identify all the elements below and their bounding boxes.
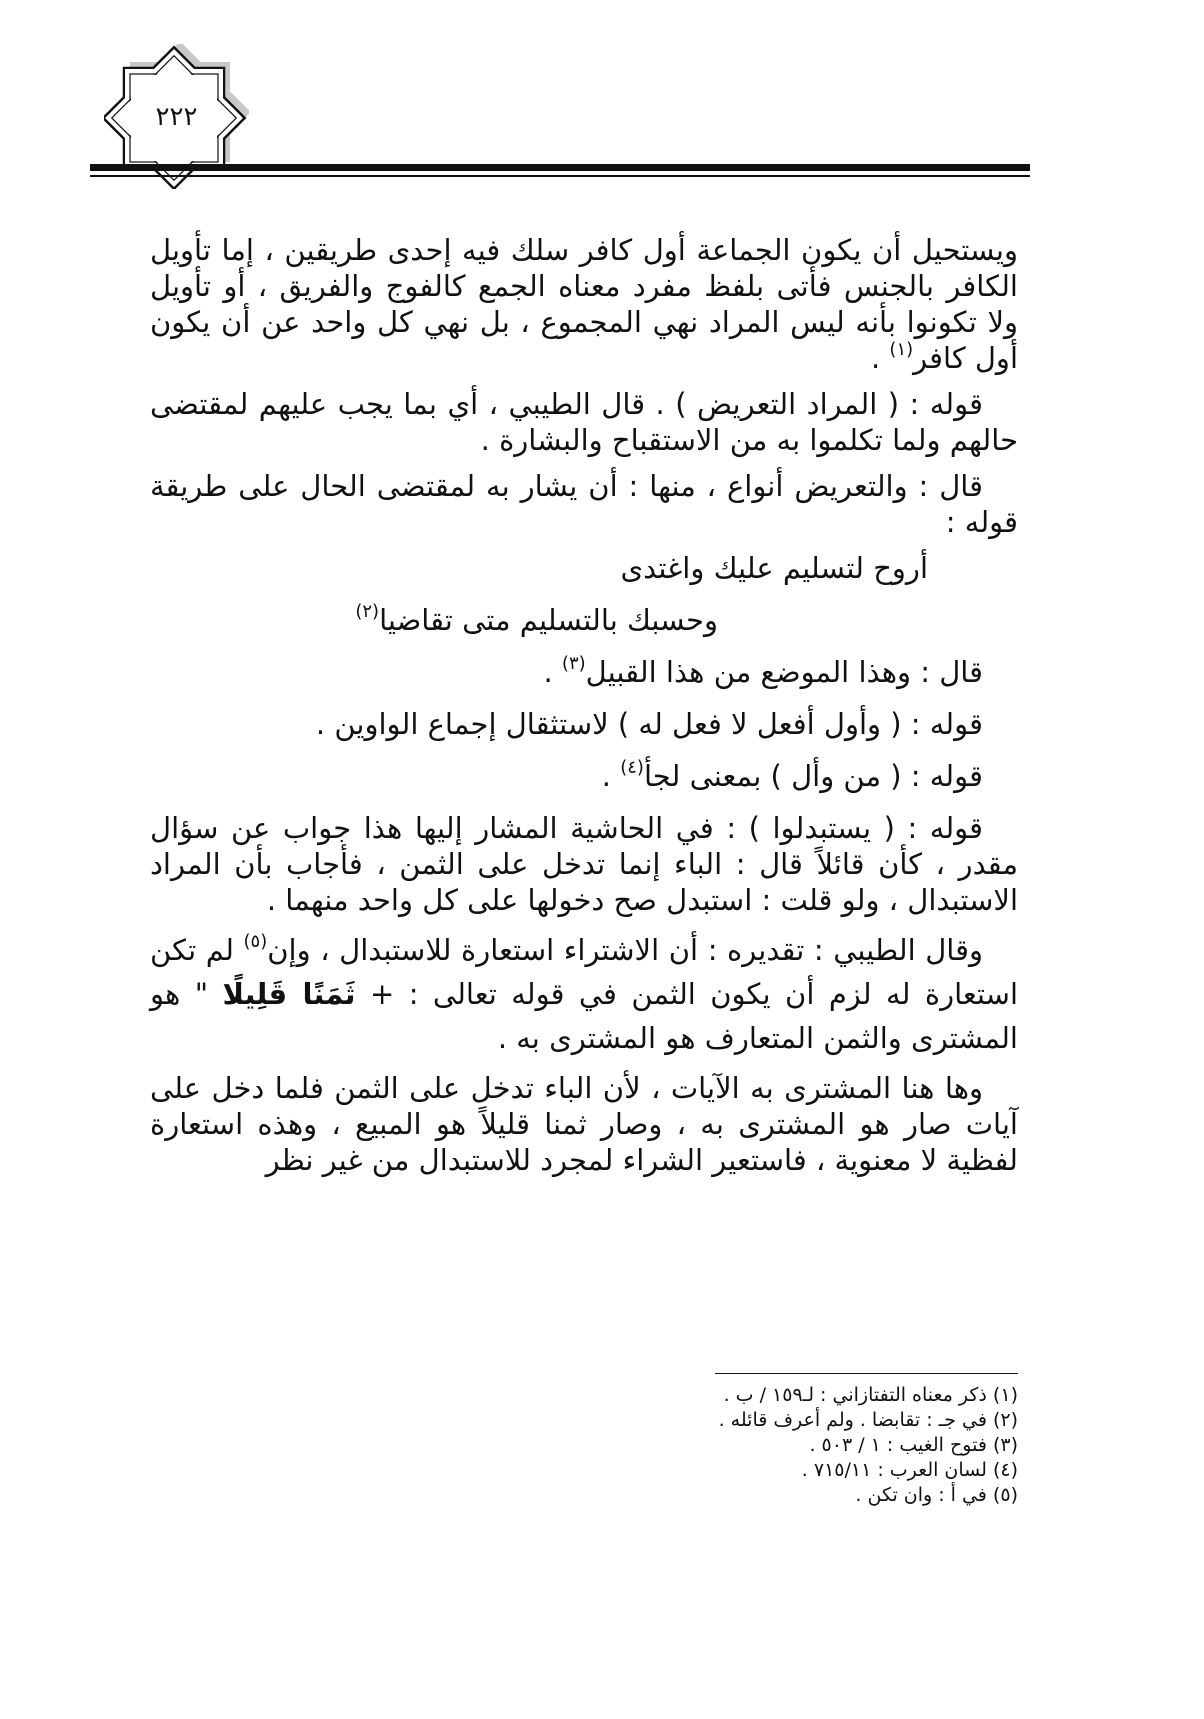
header-rule-thick — [90, 164, 1030, 171]
quran-quote: ثَمَنًا قَلِيلًا — [222, 977, 356, 1011]
footnote-4: (٤) لسان العرب : ٧١٥/١١ . — [801, 1459, 1018, 1481]
footnote-ref-5: (٥) — [243, 931, 268, 953]
footnote-5: (٥) في أ : وان تكن . — [855, 1484, 1018, 1506]
footnote-2: (٢) في جـ : تقابضا . ولم أعرف قائله . — [718, 1409, 1018, 1431]
paragraph-6-end: . — [601, 759, 621, 793]
paragraph-4 — [150, 654, 1018, 690]
paragraph-8-text-b: لم تكن استعارة له لزم أن يكون الثمن في قوله تعالى : + — [150, 933, 1019, 1011]
footnote-1: (١) ذكر معناه التفتازاني : لـ١٥٩ / ب . — [723, 1384, 1018, 1406]
paragraph-1-end: . — [870, 341, 890, 375]
footnote-3: (٣) فتوح الغيب : ١ / ٥٠٣ . — [809, 1434, 1018, 1456]
paragraph-6-text: قوله : ( من وأل ) بمعنى لجأ — [643, 759, 983, 793]
paragraph-4-end: . — [543, 655, 562, 689]
verse-line-1: أروح لتسليم عليك واغتدى — [620, 551, 928, 585]
paragraph-8-text-a: وقال الطيبي : تقديره : أن الاشتراء استعارة للاستبدال ، وإن — [267, 933, 983, 967]
paragraph-3: قال : والتعريض أنواع ، منها : أن يشار به لمقتضى الحال على طريقة قوله : — [150, 469, 1018, 539]
paragraph-8-text-c: " هو المشترى والثمن المتعارف هو المشترى به . — [150, 977, 1018, 1055]
paragraph-4-text: قال : وهذا الموضع من هذا القبيل — [585, 655, 983, 689]
footnote-ref-4: (٤) — [620, 757, 644, 779]
main-text — [150, 232, 1018, 1188]
verse-line-2-text: وحسبك بالتسليم متى تقاضيا — [379, 603, 718, 637]
paragraph-6 — [150, 758, 1018, 794]
footnote-ref-1: (١) — [889, 339, 914, 361]
paragraph-9: وها هنا المشترى به الآيات ، لأن الباء تدخل على الثمن فلما دخل على آيات صار هو المشترى به ، وصار ثمنا قليلاً هو المبيع ، وهذه استعارة لفظية لا معنوية ، فاستعير الشراء لمجرد للاستبدال من غير نظر — [150, 1071, 1018, 1177]
paragraph-5: قوله : ( وأول أفعل لا فعل له ) لاستثقال إجماع الواوين . — [315, 707, 983, 741]
footnote-ref-2: (٢) — [355, 601, 380, 623]
footnotes — [498, 1383, 1018, 1508]
paragraph-2: قوله : ( المراد التعريض ) . قال الطيبي ، أي بما يجب عليهم لمقتضى حالهم ولما تكلموا به من الاستقباح والبشارة . — [150, 387, 1018, 457]
footnote-ref-3: (٣) — [561, 653, 586, 675]
header-rule-thin — [90, 175, 1030, 177]
page-number: ٢٢٢ — [155, 101, 198, 132]
paragraph-8 — [150, 928, 1018, 1060]
paragraph-1-text: ويستحيل أن يكون الجماعة أول كافر سلك فيه إحدى طريقين ، إما تأويل الكافر بالجنس فأتى بلفظ مفرد معناه الجمع كالفوج والفريق ، أو تأويل ولا تكونوا بأنه ليس المراد نهي المجموع ، بل نهي كل واحد عن أن يكون أول كافر — [150, 233, 1018, 375]
footnote-separator — [715, 1373, 1018, 1374]
verse-line-2 — [150, 602, 718, 638]
paragraph-7: قوله : ( يستبدلوا ) : في الحاشية المشار إليها هذا جواب عن سؤال مقدر ، كأن قائلاً قال : الباء إنما تدخل على الثمن ، فأجاب بأن المراد الاستبدال ، ولو قلت : استبدل صح دخولها على كل واحد منهما . — [150, 811, 1018, 917]
paragraph-1 — [150, 232, 1018, 376]
